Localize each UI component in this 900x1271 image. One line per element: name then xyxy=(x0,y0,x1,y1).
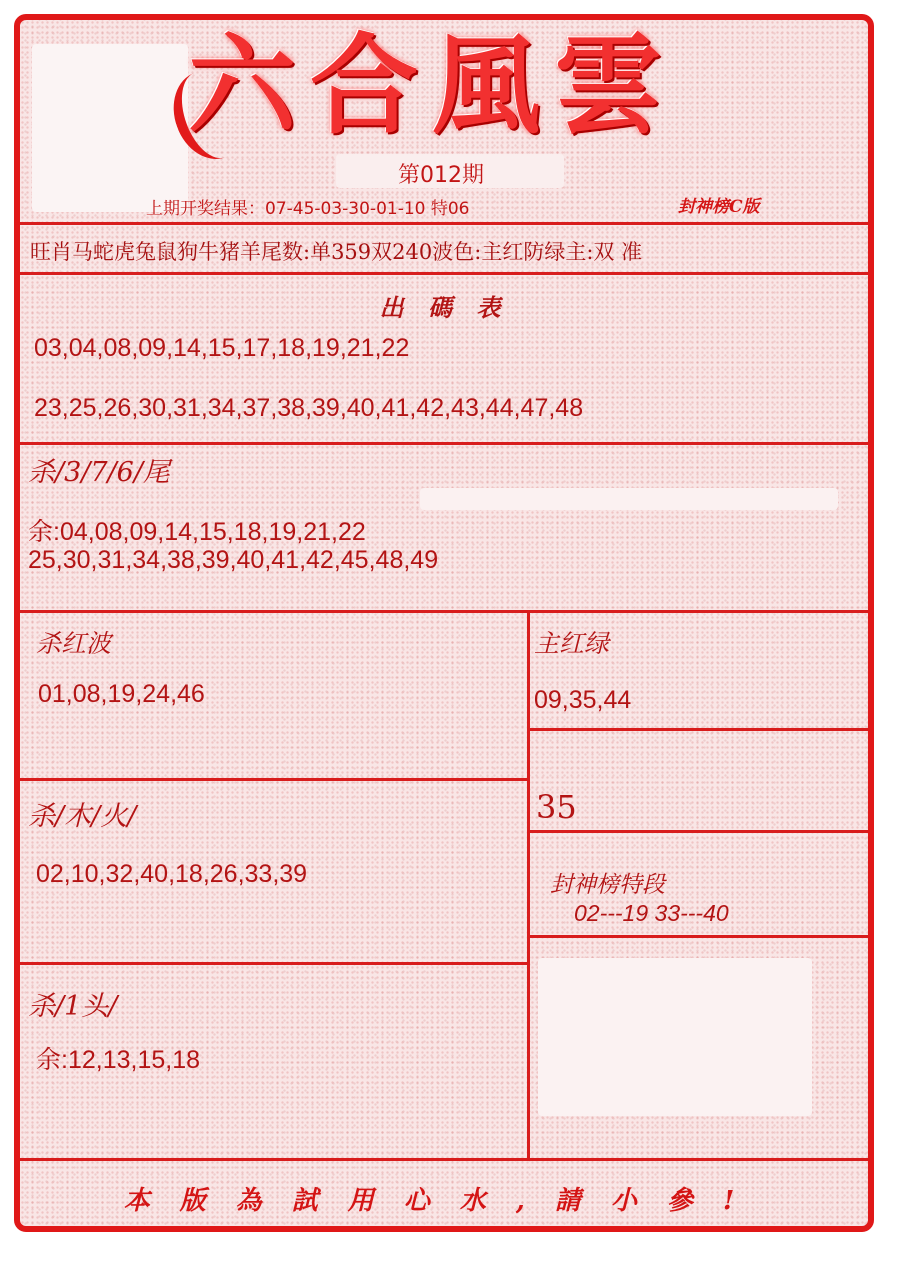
code-table-line-2: 23,25,26,30,31,34,37,38,39,40,41,42,43,44,47,48 xyxy=(34,394,584,422)
column-divider xyxy=(527,612,530,1160)
code-table-line-1: 03,04,08,09,14,15,17,18,19,21,22 xyxy=(34,334,410,362)
footer-note: 本版為試用心水,請小參! xyxy=(123,1186,765,1216)
divider xyxy=(20,778,530,781)
kill-wood-fire-numbers: 02,10,32,40,18,26,33,39 xyxy=(36,860,308,888)
divider xyxy=(20,1158,868,1161)
special-segment-title: 封神榜特段 xyxy=(550,872,665,898)
divider xyxy=(530,935,868,938)
kill-head-numbers: 余:12,13,15,18 xyxy=(36,1046,201,1074)
divider xyxy=(20,222,868,225)
last-draw-result: 上期开奖结果：07-45-03-30-01-10 特06 xyxy=(146,199,470,219)
kill-tail-line-1: 余:04,08,09,14,15,18,19,21,22 xyxy=(28,518,366,546)
code-table-title: 出 碼 表 xyxy=(379,293,509,322)
main-red-green-numbers: 09,35,44 xyxy=(534,686,632,714)
divider xyxy=(530,728,868,731)
divider xyxy=(20,272,868,275)
kill-red-title: 杀红波 xyxy=(36,629,112,658)
kill-head-title: 杀/1头/ xyxy=(28,991,118,1022)
blurred-image xyxy=(538,958,812,1116)
info-line: 旺肖马蛇虎兔鼠狗牛猪羊尾数:单359双240波色:主红防绿主:双 准 xyxy=(30,240,643,264)
kill-tail-title: 杀/3/7/6/尾 xyxy=(28,457,170,488)
kill-tail-line-2: 25,30,31,34,38,39,40,41,42,45,48,49 xyxy=(28,546,439,574)
main-red-green-title: 主红绿 xyxy=(534,629,610,658)
page-title: 六合風雲 xyxy=(188,23,677,149)
special-segment-range: 02---19 33---40 xyxy=(574,900,729,926)
featured-number: 35 xyxy=(536,788,577,826)
divider xyxy=(530,830,868,833)
divider xyxy=(20,610,868,613)
kill-red-numbers: 01,08,19,24,46 xyxy=(38,680,205,708)
edition-label: 封神榜C版 xyxy=(678,197,760,217)
kill-wood-fire-title: 杀/木/火/ xyxy=(28,801,137,832)
divider xyxy=(20,962,530,965)
divider xyxy=(20,442,868,445)
blurred-strip xyxy=(420,488,838,510)
blurred-logo xyxy=(32,44,188,212)
issue-number: 第012期 xyxy=(398,163,484,188)
